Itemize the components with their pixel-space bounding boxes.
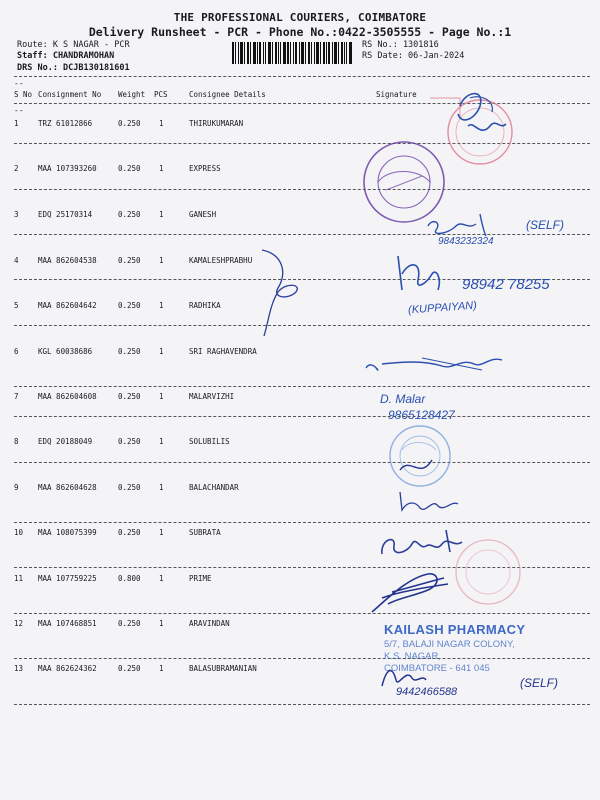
signature-radhika (258, 248, 318, 340)
row-consignee: SOLUBILIS (189, 437, 230, 446)
col-pcs: PCS (154, 90, 168, 99)
row-consignee: ARAVINDAN (189, 619, 230, 628)
row-7-name: D. Malar (380, 392, 426, 406)
row-sno: 10 (14, 528, 24, 537)
row-sno: 3 (14, 210, 19, 219)
signature-row-9 (396, 488, 466, 518)
company-title: THE PROFESSIONAL COURIERS, COIMBATORE (173, 11, 427, 24)
row-consignment: MAA 862604608 (38, 392, 97, 401)
drs-label: DRS No.: DCJB130181601 (17, 63, 130, 73)
row-weight: 0.250 (118, 392, 141, 401)
row-13-phone: 9442466588 (396, 686, 458, 698)
row-pcs: 1 (159, 301, 164, 310)
row-consignment: MAA 862604538 (38, 256, 97, 265)
row-consignee: SRI RAGHAVENDRA (189, 347, 257, 356)
row-sno: 12 (14, 619, 24, 628)
separator-mark-2: -- (14, 106, 24, 115)
row-sno: 6 (14, 347, 19, 356)
row-3-self: (SELF) (526, 218, 565, 232)
col-weight: Weight (118, 90, 146, 99)
row-sno: 2 (14, 164, 19, 173)
row-consignment: MAA 107468851 (38, 619, 97, 628)
row-pcs: 1 (159, 164, 164, 173)
coimbatore-round-stamp (380, 420, 464, 490)
header-rule-top (14, 76, 590, 77)
separator-mark: -- (14, 79, 24, 88)
row-13-self: (SELF) (520, 676, 559, 690)
row-weight: 0.250 (118, 301, 141, 310)
pink-round-stamp (448, 532, 528, 612)
row-consignment: TRZ 61012866 (38, 119, 93, 128)
row-weight: 0.250 (118, 437, 141, 446)
signature-row-4 (392, 250, 452, 300)
col-sno: S No (14, 90, 33, 99)
row-rule (14, 613, 590, 614)
row-consignment: EDQ 25170314 (38, 210, 93, 219)
row-sno: 13 (14, 664, 24, 673)
row-pcs: 1 (159, 664, 164, 673)
row-weight: 0.250 (118, 619, 141, 628)
row-consignee: KAMALESHPRABHU (189, 256, 253, 265)
row-rule (14, 416, 590, 417)
row-pcs: 1 (159, 483, 164, 492)
row-consignment: KGL 60038686 (38, 347, 93, 356)
row-weight: 0.250 (118, 210, 141, 219)
col-consignee: Consignee Details (189, 90, 266, 99)
row-consignee: SUBRATA (189, 528, 221, 537)
row-weight: 0.250 (118, 119, 141, 128)
pharmacy-line-3: COIMBATORE - 641 045 (384, 663, 490, 674)
row-weight: 0.250 (118, 528, 141, 537)
row-rule (14, 189, 590, 190)
signature-row-11 (368, 568, 458, 618)
row-pcs: 1 (159, 528, 164, 537)
row-3-phone: 9843232324 (438, 236, 494, 247)
row-weight: 0.800 (118, 574, 141, 583)
row-consignee: GANESH (189, 210, 217, 219)
row-consignee: THIRUKUMARAN (189, 119, 244, 128)
col-signature: Signature (376, 90, 417, 99)
row-weight: 0.250 (118, 164, 141, 173)
row-rule (14, 522, 590, 523)
signature-row-3 (420, 208, 580, 256)
row-pcs: 1 (159, 437, 164, 446)
row-consignee: RADHIKA (189, 301, 221, 310)
row-weight: 0.250 (118, 664, 141, 673)
signature-row-6 (362, 348, 522, 380)
rs-date: RS Date: 06-Jan-2024 (362, 51, 465, 61)
row-consignee: PRIME (189, 574, 212, 583)
row-consignment: MAA 107759225 (38, 574, 97, 583)
row-consignment: MAA 862624362 (38, 664, 97, 673)
row-consignee: BALACHANDAR (189, 483, 239, 492)
row-weight: 0.250 (118, 483, 141, 492)
row-5-name: (KUPPAIYAN) (407, 299, 478, 317)
row-pcs: 1 (159, 210, 164, 219)
route-label: Route: K S NAGAR - PCR (17, 40, 130, 50)
col-consignment: Consignment No (38, 90, 102, 99)
row-consignee: EXPRESS (189, 164, 221, 173)
row-rule (14, 462, 590, 463)
row-pcs: 1 (159, 119, 164, 128)
pharmacy-line-1: 5/7, BALAJI NAGAR COLONY, (384, 639, 515, 650)
row-pcs: 1 (159, 256, 164, 265)
row-consignee: MALARVIZHI (189, 392, 235, 401)
row-consignment: MAA 107393260 (38, 164, 97, 173)
row-sno: 5 (14, 301, 19, 310)
row-consignment: EDQ 20188049 (38, 437, 93, 446)
row-rule (14, 704, 590, 705)
row-sno: 1 (14, 119, 19, 128)
row-pcs: 1 (159, 574, 164, 583)
row-consignment: MAA 108075399 (38, 528, 97, 537)
row-rule (14, 386, 590, 387)
row-5-phone: 98942 78255 (462, 276, 550, 293)
barcode (232, 42, 352, 64)
row-sno: 8 (14, 437, 19, 446)
row-7-phone: 9865128427 (388, 408, 455, 422)
rs-number: RS No.: 1301816 (362, 40, 439, 50)
pharmacy-line-2: K.S. NAGAR, (384, 651, 442, 662)
row-weight: 0.250 (118, 347, 141, 356)
row-pcs: 1 (159, 619, 164, 628)
staff-label: Staff: CHANDRAMOHAN (17, 51, 115, 61)
row-pcs: 1 (159, 392, 164, 401)
row-sno: 7 (14, 392, 19, 401)
row-sno: 4 (14, 256, 19, 265)
runsheet-subtitle: Delivery Runsheet - PCR - Phone No.:0422-3505555 - Page No.:1 (88, 25, 512, 39)
row-pcs: 1 (159, 347, 164, 356)
row-sno: 11 (14, 574, 24, 583)
row-weight: 0.250 (118, 256, 141, 265)
pharmacy-name: KAILASH PHARMACY (384, 622, 526, 637)
row-consignment: MAA 862604628 (38, 483, 97, 492)
signature-row-1 (440, 86, 520, 146)
row-sno: 9 (14, 483, 19, 492)
row-consignment: MAA 862604642 (38, 301, 97, 310)
row-consignee: BALASUBRAMANIAN (189, 664, 257, 673)
